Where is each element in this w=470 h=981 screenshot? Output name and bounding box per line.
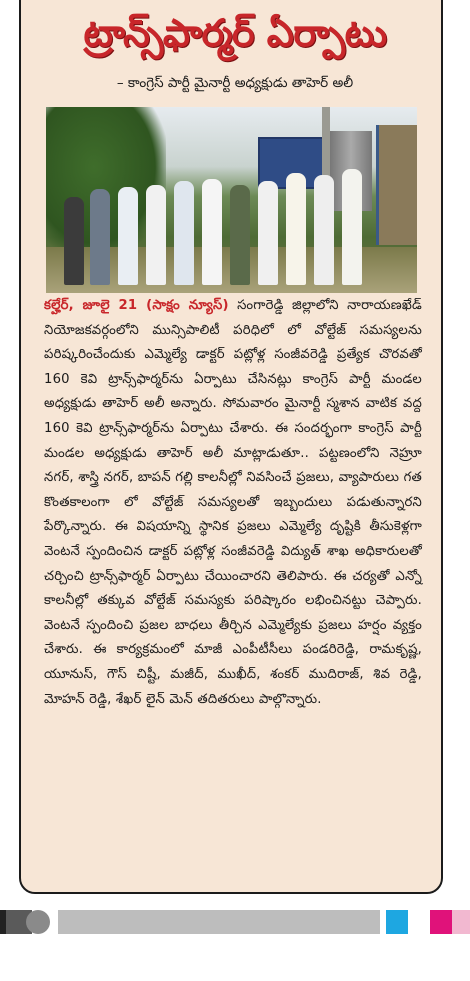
scrollbar-left-edge	[0, 910, 6, 934]
photo-building	[376, 125, 417, 245]
color-swatch-cyan	[386, 910, 408, 934]
photo-person	[118, 187, 138, 285]
article-text: సంగారెడ్డి జిల్లాలోని నారాయణఖేడ్ నియోజకవర్గంలోని మున్సిపాలిటీ పరిధిలో లో వోల్టేజ్ సమస్యలను పరిష్కరించేందుకు ఎమ్మెల్యే డాక్టర్ పట్లోళ్ల సంజీవరెడ్డి ప్రత్యేక చొరవతో 160 కెవి ట్రాన్స్‌ఫార్మర్‌ను ఏర్పాటు చేసినట్లు కాంగ్రెస్ పార్టీ మండల అధ్యక్షుడు తాహెర్ అలీ అన్నారు. సోమవారం మైనార్టీ స్మశాన వాటిక వద్ద 160 కెవి ట్రాన్స్‌ఫార్మర్‌ను ఏర్పాటు చేశారు. ఈ సందర్భంగా కాంగ్రెస్ పార్టీ మండల అధ్యక్షుడు తాహెర్ అలీ మాట్లాడుతూ.. పట్టణంలోని నెహ్రూ నగర్, శాస్త్రి నగర్, బాపన్ గల్లి కాలనీల్లో నివసించే ప్రజలు, వ్యాపారులు గత కొంతకాలంగా లో వోల్టేజ్ సమస్యలతో ఇబ్బందులు పడుతున్నారని పేర్కొన్నారు. ఈ విషయాన్ని స్థానిక ప్రజలు ఎమ్మెల్యే దృష్టికి తీసుకెళ్లగా వెంటనే స్పందించిన డాక్టర్ పట్లోళ్ల సంజీవరెడ్డి విద్యుత్ శాఖ అధికారులతో చర్చించి ట్రాన్స్‌ఫార్మర్ ఏర్పాటు చేయించారని తెలిపారు. ఈ చర్యతో ఎన్నో కాలనీల్లో తక్కువ వోల్టేజ్ సమస్యకు పరిష్కారం లభించినట్టు చెప్పారు. వెంటనే స్పందించి ప్రజల బాధలు తీర్చిన ఎమ్మెల్యేకు ప్రజలు హర్షం వ్యక్తం చేశారు. ఈ కార్యక్రమంలో మాజీ ఎంపీటీసీలు పండరిరెడ్డి, రామకృష్ణ, యూనుస్, గౌస్ చిష్టీ, మజీద్, ముఖీద్, శంకర్ ముదిరాజ్, శివ రెడ్డి, మోహన్ రెడ్డి, శేఖర్ లైన్ మెన్ తదితరులు పాల్గొన్నారు.	[44, 298, 422, 707]
color-swatch-magenta	[430, 910, 452, 934]
photo-person	[90, 189, 110, 285]
photo-person	[146, 185, 166, 285]
byline: – కాంగ్రెస్ పార్టీ మైనార్టీ అధ్యక్షుడు తాహెర్ అలీ	[116, 75, 354, 91]
article-dateline: కల్హేర్, జూలై 21 (సాక్షం న్యూస్)	[44, 298, 229, 313]
photo-person	[258, 181, 278, 285]
photo-person	[174, 181, 194, 285]
horizontal-scrollbar[interactable]	[0, 906, 470, 938]
news-photo	[46, 107, 417, 293]
color-swatch-pink	[452, 910, 470, 934]
photo-person	[314, 175, 334, 285]
photo-person	[286, 173, 306, 285]
scrollbar-thumb[interactable]	[26, 910, 50, 934]
photo-person	[64, 197, 84, 285]
color-swatch-white	[408, 910, 430, 934]
headline: ట్రాన్స్‌ఫార్మర్ ఏర్పాటు	[83, 11, 387, 55]
photo-person	[202, 179, 222, 285]
photo-person	[230, 185, 250, 285]
article-body	[44, 294, 422, 712]
scrollbar-track[interactable]	[58, 910, 380, 934]
photo-person	[342, 169, 362, 285]
